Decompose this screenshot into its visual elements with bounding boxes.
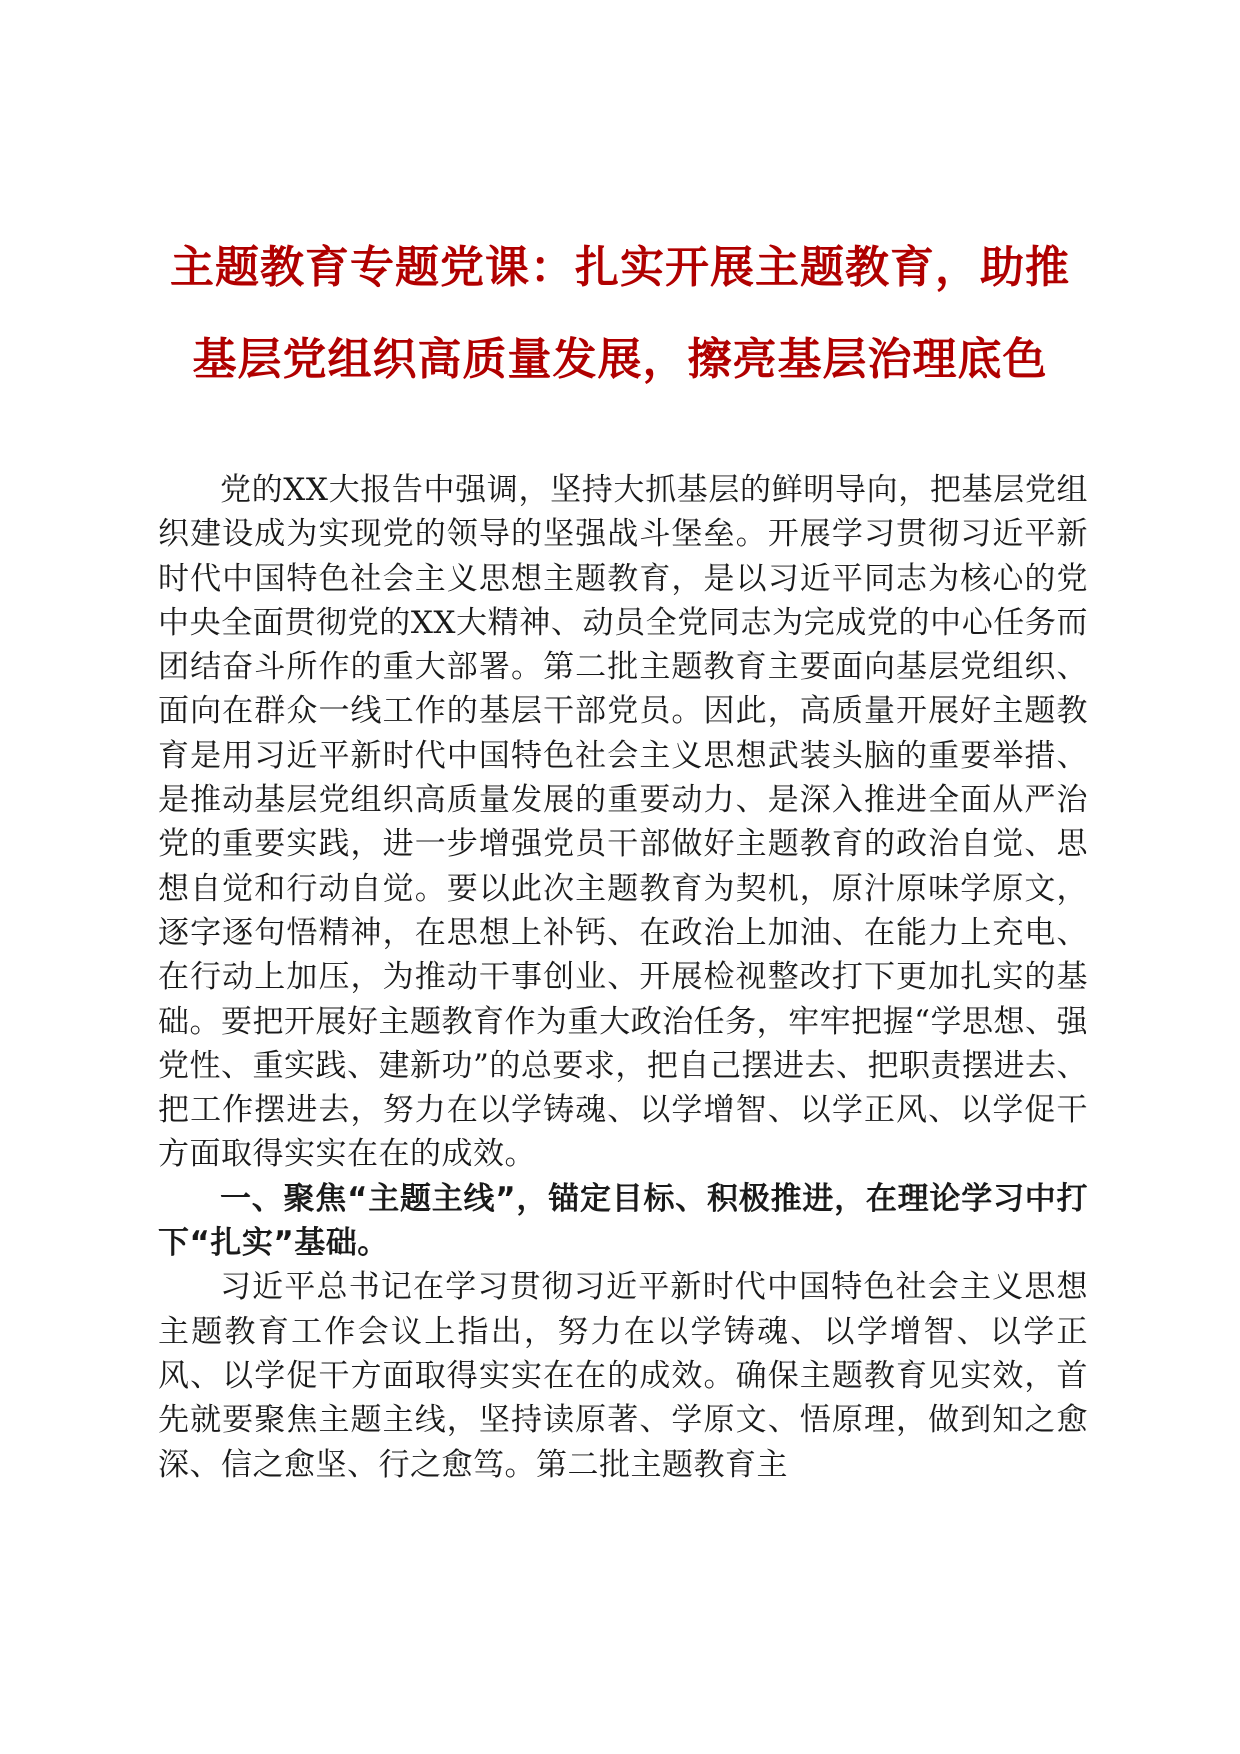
section-heading-1: 一、聚焦“主题主线”，锚定目标、积极推进，在理论学习中打下“扎实”基础。 — [158, 1180, 1088, 1262]
document-title — [150, 222, 1090, 406]
title-line-1: 主题教育专题党课：扎实开展主题教育，助推 — [170, 242, 1070, 293]
title-line-2: 基层党组织高质量发展，擦亮基层治理底色 — [192, 334, 1048, 385]
intro-paragraph: 党的XX大报告中强调，坚持大抓基层的鲜明导向，把基层党组织建设成为实现党的领导的坚强战斗堡垒。开展学习贯彻习近平新时代中国特色社会主义思想主题教育，是以习近平同志为核心的党中央全面贯彻党的XX大精神、动员全党同志为完成党的中心任务而团结奋斗所作的重大部署。第二批主题教育主要面向基层党组织、面向在群众一线工作的基层干部党员。因此，高质量开展好主题教育是用习近平新时代中国特色社会主义思想武装头脑的重要举措、是推动基层党组织高质量发展的重要动力、是深入推进全面从严治党的重要实践，进一步增强党员干部做好主题教育的政治自觉、思想自觉和行动自觉。要以此次主题教育为契机，原汁原味学原文，逐字逐句悟精神，在思想上补钙、在政治上加油、在能力上充电、在行动上加压，为推动干事创业、开展检视整改打下更加扎实的基础。要把开展好主题教育作为重大政治任务，牢牢把握“学思想、强党性、重实践、建新功”的总要求，把自己摆进去、把职责摆进去、把工作摆进去，努力在以学铸魂、以学增智、以学正风、以学促干方面取得实实在在的成效。 — [158, 472, 1088, 1173]
document-body — [158, 468, 1088, 1487]
section-1-paragraph: 习近平总书记在学习贯彻习近平新时代中国特色社会主义思想主题教育工作会议上指出，努力在以学铸魂、以学增智、以学正风、以学促干方面取得实实在在的成效。确保主题教育见实效，首先就要聚焦主题主线，坚持读原著、学原文、悟原理，做到知之愈深、信之愈坚、行之愈笃。第二批主题教育主 — [158, 1269, 1088, 1483]
